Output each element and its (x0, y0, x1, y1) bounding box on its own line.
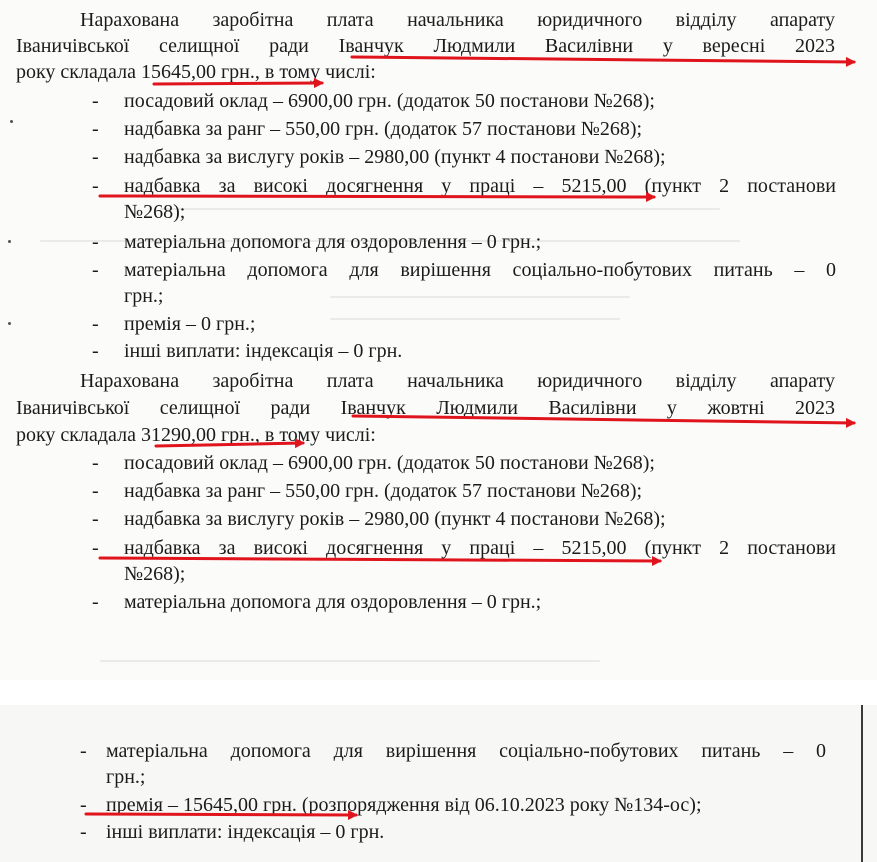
bullet: - (92, 175, 99, 197)
arrow-under-name-sep (352, 57, 854, 62)
list-item: матеріальна допомога для оздоровлення – 0 грн.; (124, 231, 542, 253)
arrow-under-name-oct (353, 416, 854, 423)
arrow-under-sep-salary (154, 83, 322, 84)
arrow-under-oct-salary (156, 443, 303, 446)
list-item: надбавка за ранг – 550,00 грн. (додаток 57 постанови №268); (124, 118, 643, 140)
paragraph-2-line-1: Нарахована заробітна плата начальника юридичного відділу апарату (80, 370, 835, 392)
bullet: - (92, 591, 99, 613)
arrow-under-bonus-sep (100, 196, 654, 197)
bullet: - (92, 480, 99, 502)
list-item-continuation: №268); (124, 201, 186, 223)
paragraph-1-line-3: року складала 15645,00 грн., в тому числі: (16, 61, 376, 83)
paragraph-1-line-2: Іваничівської селищної ради Іванчук Людмили Василівни у вересні 2023 (16, 35, 835, 57)
list-item: надбавка за вислугу років – 2980,00 (пункт 4 постанови №268); (124, 146, 666, 168)
paragraph-1-line-1: Нарахована заробітна плата начальника юридичного відділу апарату (80, 9, 835, 31)
bullet: - (92, 452, 99, 474)
list-item: посадовий оклад – 6900,00 грн. (додаток 50 постанови №268); (124, 452, 655, 474)
list-item-continuation: грн.; (124, 285, 164, 307)
bullet: - (80, 794, 87, 816)
paragraph-2-line-2: Іваничівської селищної ради Іванчук Людмили Василівни у жовтні 2023 (16, 397, 835, 419)
list-item-continuation: №268); (124, 563, 186, 585)
bullet: - (92, 340, 99, 362)
bullet: - (92, 90, 99, 112)
list-item: матеріальна допомога для оздоровлення – 0 грн.; (124, 591, 542, 613)
list-item: надбавка за високі досягнення у праці – 5215,00 (пункт 2 постанови (124, 175, 836, 197)
bullet: - (92, 259, 99, 281)
bullet: - (92, 508, 99, 530)
arrow-under-bonus-oct (100, 558, 660, 561)
paragraph-2-line-3: року складала 31290,00 грн., в тому числі: (16, 424, 376, 446)
list-item: премія – 15645,00 грн. (розпорядження від 06.10.2023 року №134-ос); (106, 794, 702, 816)
list-item: інші виплати: індексація – 0 грн. (124, 340, 403, 362)
list-item-continuation: грн.; (106, 766, 146, 788)
list-item: посадовий оклад – 6900,00 грн. (додаток 50 постанови №268); (124, 90, 655, 112)
list-item: надбавка за високі досягнення у праці – 5215,00 (пункт 2 постанови (124, 537, 836, 559)
arrow-under-premium (86, 814, 356, 815)
bullet: - (80, 740, 87, 762)
list-item: матеріальна допомога для вирішення соціально-побутових питань – 0 (106, 740, 826, 762)
list-item: інші виплати: індексація – 0 грн. (106, 821, 385, 843)
bullet: - (92, 313, 99, 335)
list-item: премія – 0 грн.; (124, 313, 256, 335)
list-item: надбавка за вислугу років – 2980,00 (пункт 4 постанови №268); (124, 508, 666, 530)
bullet: - (92, 231, 99, 253)
bullet: - (80, 821, 87, 843)
bullet: - (92, 537, 99, 559)
bullet: - (92, 146, 99, 168)
bullet: - (92, 118, 99, 140)
list-item: надбавка за ранг – 550,00 грн. (додаток 57 постанови №268); (124, 480, 643, 502)
list-item: матеріальна допомога для вирішення соціально-побутових питань – 0 (124, 259, 836, 281)
